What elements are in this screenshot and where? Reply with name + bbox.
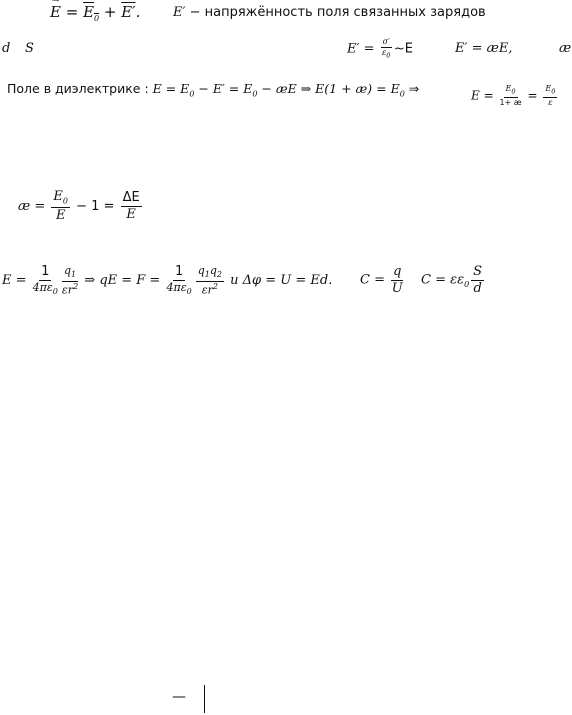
subscript-0: 0 (189, 89, 195, 99)
implies-arrow: ⇒ (404, 81, 420, 96)
subscript-0: 0 (94, 14, 100, 23)
fraction-num (543, 85, 557, 98)
field-fraction-result (471, 85, 559, 107)
symbol-Eprime: E (121, 3, 133, 21)
expr-part-1: E = E (152, 81, 190, 96)
fraction-num: 1 (41, 264, 50, 279)
fraction-num (51, 190, 70, 208)
fraction-num: S (473, 264, 483, 279)
fraction-E0-eps (543, 85, 557, 107)
vector-Eprime (121, 3, 135, 21)
fraction-E0-1ae (499, 85, 521, 107)
fraction-den (62, 282, 78, 296)
subscript-0: 0 (52, 286, 58, 296)
label-d: d (2, 41, 11, 56)
minus-one: − 1 = (71, 198, 119, 214)
fraction-q1q2-epsr2 (196, 265, 224, 296)
symbol-E: E (50, 3, 61, 21)
fraction-1-4pieps0-b (166, 265, 191, 296)
subscript-2: 2 (216, 270, 222, 280)
fraction-den: E (126, 206, 136, 222)
subscript-0: 0 (551, 87, 556, 96)
equation-capacitance-plate (421, 265, 486, 295)
fraction-num (504, 85, 518, 98)
equation-field-sum (50, 5, 140, 23)
fraction-num (196, 265, 224, 282)
fraction-num: q (393, 264, 402, 279)
expr-part-2: − E′ = E (194, 81, 253, 96)
fraction-den: E (55, 207, 66, 223)
den-text: εr (201, 283, 213, 297)
q-symbol: q (63, 264, 71, 278)
subscript-1: 1 (204, 270, 210, 280)
fraction-num: σ′ (381, 38, 392, 48)
potential-difference-text: и Δφ = U = Ed. (225, 273, 333, 289)
equals-sign: = (60, 3, 84, 21)
plus-sign: + (99, 3, 122, 21)
fraction-den: d (473, 280, 482, 296)
footer-vertical-line (204, 685, 205, 713)
fraction-den: 1+ æ (499, 97, 522, 107)
q-symbol: q (197, 264, 205, 278)
superscript-2: 2 (212, 281, 218, 291)
E-symbol: E (505, 84, 512, 93)
subscript-1: 1 (71, 270, 77, 280)
label-S: S (25, 41, 34, 56)
footer-dash: — (172, 689, 186, 705)
vector-E0 (83, 3, 99, 21)
proportional-E: ~E (393, 41, 413, 57)
fraction-E0-E (51, 190, 70, 223)
fraction-den (33, 281, 58, 297)
fraction-sigma-eps0 (381, 38, 392, 60)
C-equals-epseps0: C = εε (421, 272, 465, 288)
fraction-num (62, 265, 78, 282)
field-in-dielectric-equation (7, 83, 419, 99)
symbol-ae-right: æ (559, 41, 572, 56)
equation-capacitance-qU (360, 265, 405, 295)
bound-charges-description (173, 6, 486, 19)
symbol-Eprime-desc: E′ (173, 5, 186, 20)
E-equals: E = (2, 273, 31, 289)
equation-Eprime-ae: E′ = æE, (455, 41, 513, 56)
E-equals: E = (471, 88, 498, 103)
fraction-q-U (391, 265, 403, 295)
vector-E (50, 5, 61, 20)
dielectric-expression (152, 81, 405, 99)
fraction-1-4pieps0 (33, 265, 58, 296)
expr-part-3: − æE ⇒ E(1 + æ) = E (257, 81, 400, 96)
period: . (135, 3, 141, 21)
den-text: 4πε (166, 280, 187, 294)
subscript-0: 0 (186, 286, 192, 296)
subscript-0: 0 (464, 280, 470, 290)
fraction-num: 1 (174, 264, 184, 279)
fraction-q1-epsr2 (62, 265, 78, 296)
prime-mark: ′ (132, 3, 136, 21)
dielectric-prefix: Поле в диэлектрике : (7, 81, 153, 96)
description-text: − напряжённость поля связанных зарядов (185, 5, 486, 20)
fraction-S-d (471, 265, 484, 295)
fraction-den: U (391, 280, 403, 296)
fraction-dE-E (121, 191, 142, 221)
fraction-den: ε (548, 97, 553, 107)
E-symbol: E (545, 84, 552, 93)
superscript-2: 2 (73, 281, 79, 291)
fraction-den (382, 48, 391, 60)
E-symbol: E (53, 189, 63, 204)
Eprime-label: E′ = (347, 41, 379, 57)
equation-Eprime-sigma (347, 38, 413, 60)
q-symbol: q (209, 264, 217, 278)
C-equals: C = (360, 272, 390, 288)
equation-coulomb-capacitance (2, 265, 332, 296)
subscript-0: 0 (386, 51, 391, 60)
symbol-E0: E (83, 3, 95, 21)
den-text: 4πε (32, 280, 53, 294)
subscript-0: 0 (252, 89, 258, 99)
implies-force: ⇒ qE = F = (80, 273, 165, 289)
fraction-num: ΔE (122, 190, 140, 206)
subscript-0: 0 (399, 89, 405, 99)
ae-equals: æ = (18, 198, 50, 214)
den-text: εr (61, 283, 74, 297)
equation-susceptibility (18, 190, 144, 223)
fraction-den (166, 281, 191, 297)
fraction-den (202, 282, 218, 296)
eps-symbol: ε (381, 48, 387, 58)
subscript-0: 0 (511, 87, 516, 96)
subscript-0: 0 (62, 196, 68, 206)
equals-sign: = (523, 88, 542, 103)
